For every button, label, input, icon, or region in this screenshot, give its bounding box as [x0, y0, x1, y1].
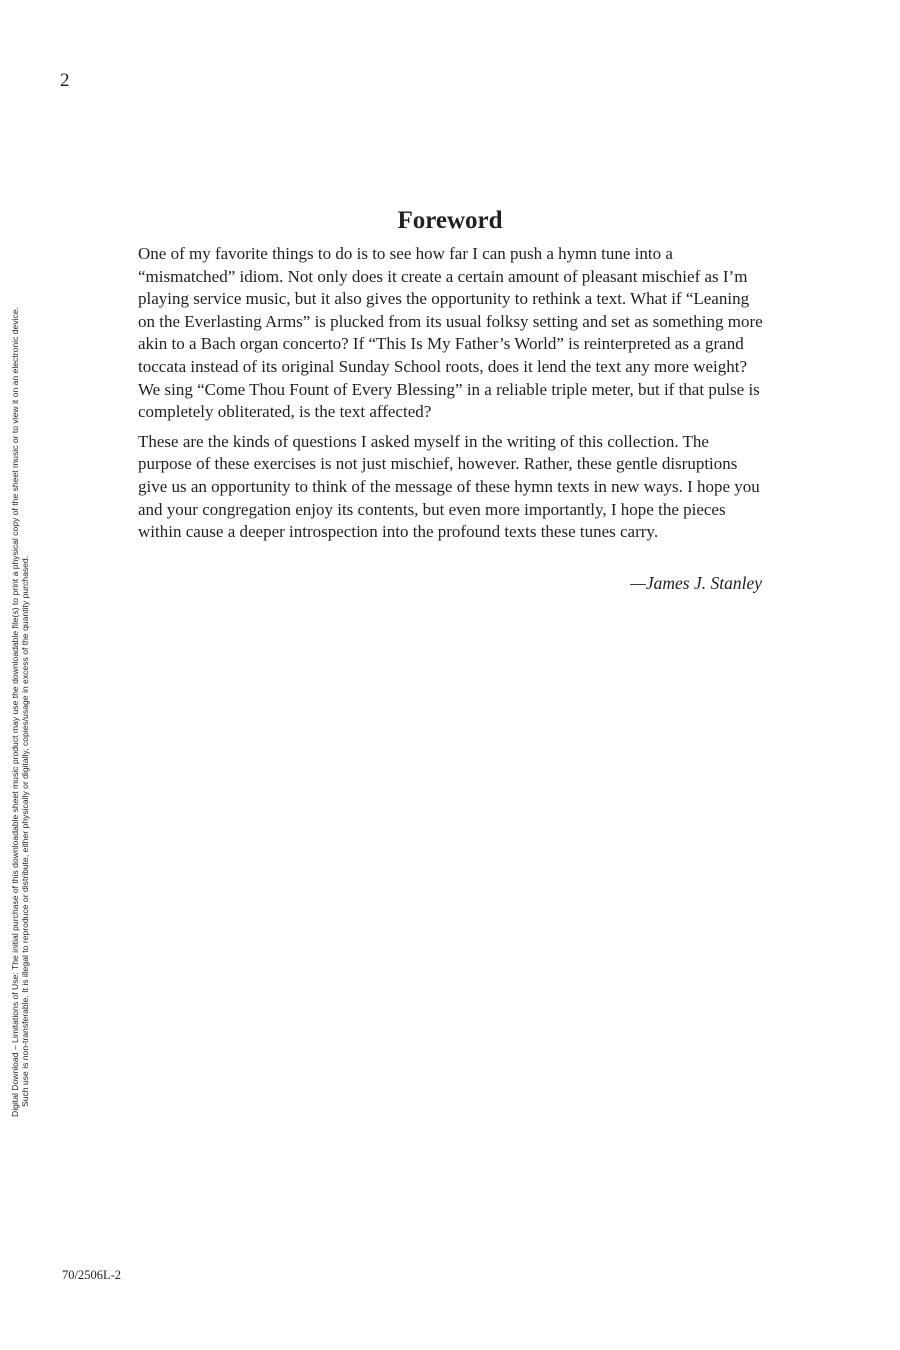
page-title: Foreword	[397, 207, 503, 234]
foreword-body	[138, 243, 766, 544]
usage-notice-line-2: Such use is non-transferable. It is illegal to reproduce or distribute, either physically or digitally, copies/usage in excess of the quantity purchased.	[20, 555, 30, 1107]
usage-notice-line-1: Digital Download – Limitations of Use: The initial purchase of this downloadable sheet music product may use the downloadable file(s) to print a physical copy of the sheet music or to view it on an electronic device.	[10, 307, 20, 1117]
foreword-paragraph-1: One of my favorite things to do is to see how far I can push a hymn tune into a “mismatched” idiom. Not only does it create a certain amount of pleasant mischief as I’m playing service music, but it also gives the opportunity to rethink a text. What if “Leaning on the Everlasting Arms” is plucked from its usual folksy setting and set as something more akin to a Bach organ concerto? If “This Is My Father’s World” is reinterpreted as a grand toccata instead of its original Sunday School roots, does it lend the text any more weight? We sing “Come Thou Fount of Every Blessing” in a reliable triple meter, but if that pulse is completely obliterated, is the text affected?	[138, 244, 763, 422]
author-signature: —James J. Stanley	[630, 573, 762, 593]
usage-notice	[10, 227, 30, 1117]
foreword-paragraph-2: These are the kinds of questions I asked myself in the writing of this collection. The purpose of these exercises is not just mischief, however. Rather, these gentle disruptions give us an opportunity to think of the message of these hymn texts in new ways. I hope you and your congregation enjoy its contents, but even more importantly, I hope the pieces within cause a deeper introspection into the profound texts these tunes carry.	[138, 431, 760, 542]
catalog-code: 70/2506L-2	[62, 1268, 122, 1282]
page-number: 2	[60, 70, 70, 91]
